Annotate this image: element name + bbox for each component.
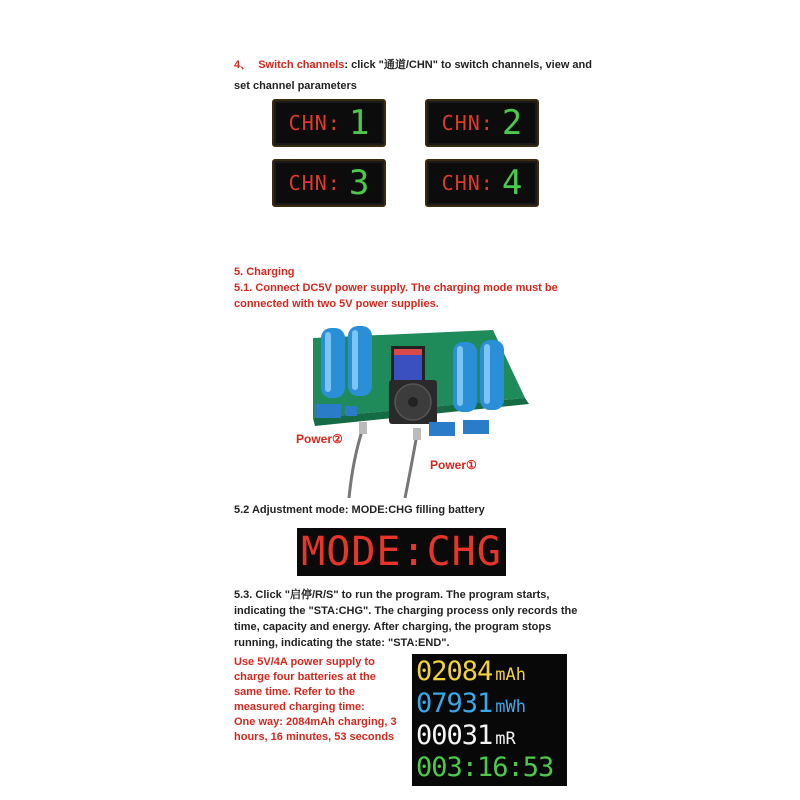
time-row <box>416 752 563 784</box>
channel-number: 2 <box>501 103 523 143</box>
energy-unit: mWh <box>495 697 526 717</box>
time-value: 003:16:53 <box>416 752 554 783</box>
step3-line2: indicating the "STA:CHG". The charging process only records the <box>234 605 578 617</box>
lcd-readout <box>412 654 567 786</box>
battery-right-2 <box>480 340 504 410</box>
channel-number: 1 <box>348 103 370 143</box>
note-line: hours, 16 minutes, 53 seconds <box>234 731 395 743</box>
step1-line2: connected with two 5V power supplies. <box>234 298 439 310</box>
tester-board-photo <box>293 318 555 498</box>
note-line: Use 5V/4A power supply to <box>234 656 375 668</box>
energy-row <box>416 688 563 720</box>
step1-line1: 5.1. Connect DC5V power supply. The charging mode must be <box>234 282 558 294</box>
channel-number: 4 <box>501 163 523 203</box>
channel-display-2 <box>425 99 539 147</box>
channel-display-3 <box>272 159 386 207</box>
resistance-unit: mR <box>495 729 516 749</box>
channel-display-1 <box>272 99 386 147</box>
mode-display: MODE:CHG <box>297 528 506 576</box>
section4-desc-line1: : click "通道/CHN" to switch channels, view and <box>344 59 592 71</box>
energy-value: 07931 <box>416 688 493 719</box>
section5-title: 5. Charging <box>234 266 295 278</box>
resistance-value: 00031 <box>416 720 493 751</box>
note-line: measured charging time: <box>234 701 365 713</box>
capacity-unit: mAh <box>495 665 526 685</box>
battery-left-2 <box>348 326 372 396</box>
channel-number: 3 <box>348 163 370 203</box>
charging-note <box>234 655 409 745</box>
battery-left-1 <box>321 328 345 398</box>
channel-label: CHN: <box>441 171 494 195</box>
tester-board-illustration <box>293 318 555 498</box>
step3-line1: 5.3. Click "启停/R/S" to run the program. The program starts, <box>234 589 550 601</box>
step3-line3: time, capacity and energy. After charging, the program stops <box>234 621 552 633</box>
power2-label: Power② <box>296 432 343 446</box>
section4-desc-line2: set channel parameters <box>234 80 357 92</box>
capacity-value: 02084 <box>416 656 493 687</box>
note-line: One way: 2084mAh charging, 3 <box>234 716 397 728</box>
channel-display-4 <box>425 159 539 207</box>
step2-text: 5.2 Adjustment mode: MODE:CHG filling battery <box>234 504 485 516</box>
channel-label: CHN: <box>288 111 341 135</box>
note-line: same time. Refer to the <box>234 686 356 698</box>
step3-line4: running, indicating the state: "STA:END". <box>234 637 450 649</box>
channel-label: CHN: <box>288 171 341 195</box>
battery-right-1 <box>453 342 477 412</box>
section4-number: 4、 <box>234 59 252 71</box>
section4-heading <box>234 55 592 75</box>
power1-label: Power① <box>430 458 477 472</box>
note-line: charge four batteries at the <box>234 671 376 683</box>
channel-label: CHN: <box>441 111 494 135</box>
resistance-row <box>416 720 563 752</box>
section4-title: Switch channels <box>258 59 345 71</box>
capacity-row <box>416 656 563 688</box>
